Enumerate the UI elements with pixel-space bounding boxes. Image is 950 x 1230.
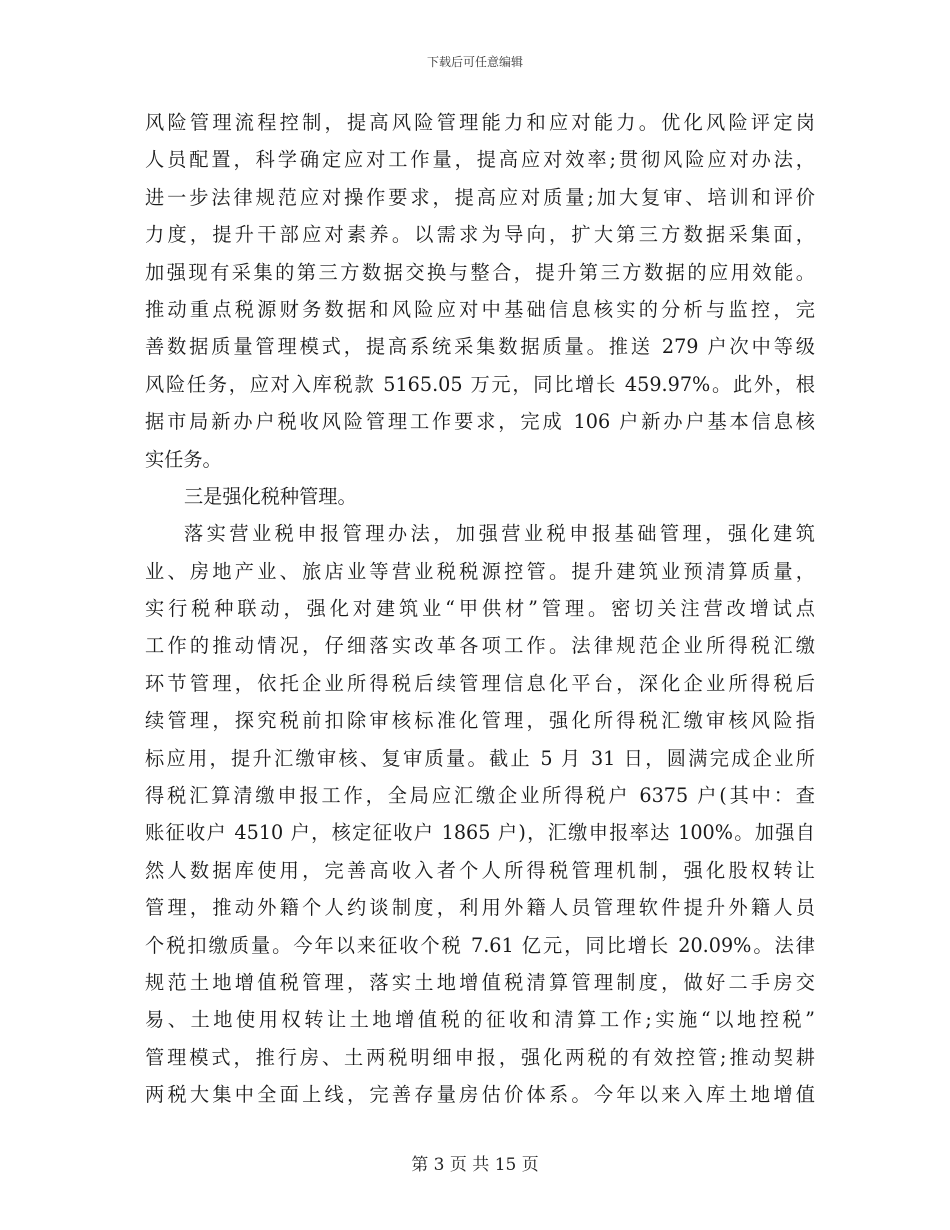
text-line: 规范土地增值税管理，落实土地增值税清算管理制度，做好二手房交 [145, 970, 815, 994]
text-line: 善数据质量管理模式，提高系统采集数据质量。推送 279 户次中等级 [145, 335, 815, 359]
text-line: 环节管理，依托企业所得税后续管理信息化平台，深化企业所得税后 [145, 671, 815, 695]
text-line: 三是强化税种管理。 [184, 484, 357, 508]
text-line: 两税大集中全面上线，完善存量房估价体系。今年以来入库土地增值 [145, 1083, 815, 1107]
text-line: 个税扣缴质量。今年以来征收个税 7.61 亿元，同比增长 20.09%。法律 [145, 933, 815, 957]
text-line: 实任务。 [145, 447, 222, 471]
text-line: 账征收户 4510 户，核定征收户 1865 户)，汇缴申报率达 100%。加强自 [145, 821, 815, 845]
text-line: 风险任务，应对入库税款 5165.05 万元，同比增长 459.97%。此外，根 [145, 372, 815, 396]
text-line: 实行税种联动，强化对建筑业“甲供材”管理。密切关注营改增试点 [145, 597, 815, 621]
document-body [145, 104, 815, 1114]
page-number-footer: 第 3 页 共 15 页 [411, 1155, 539, 1175]
page-header: 下载后可任意编辑 [426, 55, 523, 69]
text-line: 管理，推动外籍个人约谈制度，利用外籍人员管理软件提升外籍人员 [145, 896, 815, 920]
text-line: 工作的推动情况，仔细落实改革各项工作。法律规范企业所得税汇缴 [145, 634, 815, 658]
text-line: 进一步法律规范应对操作要求，提高应对质量;加大复审、培训和评价 [145, 185, 815, 209]
text-line: 易、土地使用权转让土地增值税的征收和清算工作;实施“以地控税” [145, 1008, 815, 1032]
text-line: 得税汇算清缴申报工作，全局应汇缴企业所得税户 6375 户(其中：查 [145, 784, 815, 808]
text-line: 然人数据库使用，完善高收入者个人所得税管理机制，强化股权转让 [145, 858, 815, 882]
text-line: 加强现有采集的第三方数据交换与整合，提升第三方数据的应用效能。 [145, 260, 815, 284]
text-line: 据市局新办户税收风险管理工作要求，完成 106 户新办户基本信息核 [145, 410, 815, 434]
text-line: 续管理，探究税前扣除审核标准化管理，强化所得税汇缴审核风险指 [145, 709, 815, 733]
text-line: 业、房地产业、旅店业等营业税税源控管。提升建筑业预清算质量， [145, 559, 815, 583]
text-line: 管理模式，推行房、土两税明细申报，强化两税的有效控管;推动契耕 [145, 1045, 815, 1069]
text-line: 风险管理流程控制，提高风险管理能力和应对能力。优化风险评定岗 [145, 111, 815, 134]
text-line: 人员配置，科学确定应对工作量，提高应对效率;贯彻风险应对办法， [145, 148, 815, 172]
text-line: 落实营业税申报管理办法，加强营业税申报基础管理，强化建筑 [184, 522, 815, 546]
text-line: 力度，提升干部应对素养。以需求为导向，扩大第三方数据采集面， [145, 223, 815, 247]
text-line: 标应用，提升汇缴审核、复审质量。截止 5 月 31 日，圆满完成企业所 [145, 746, 815, 770]
text-line: 推动重点税源财务数据和风险应对中基础信息核实的分析与监控，完 [145, 297, 815, 321]
